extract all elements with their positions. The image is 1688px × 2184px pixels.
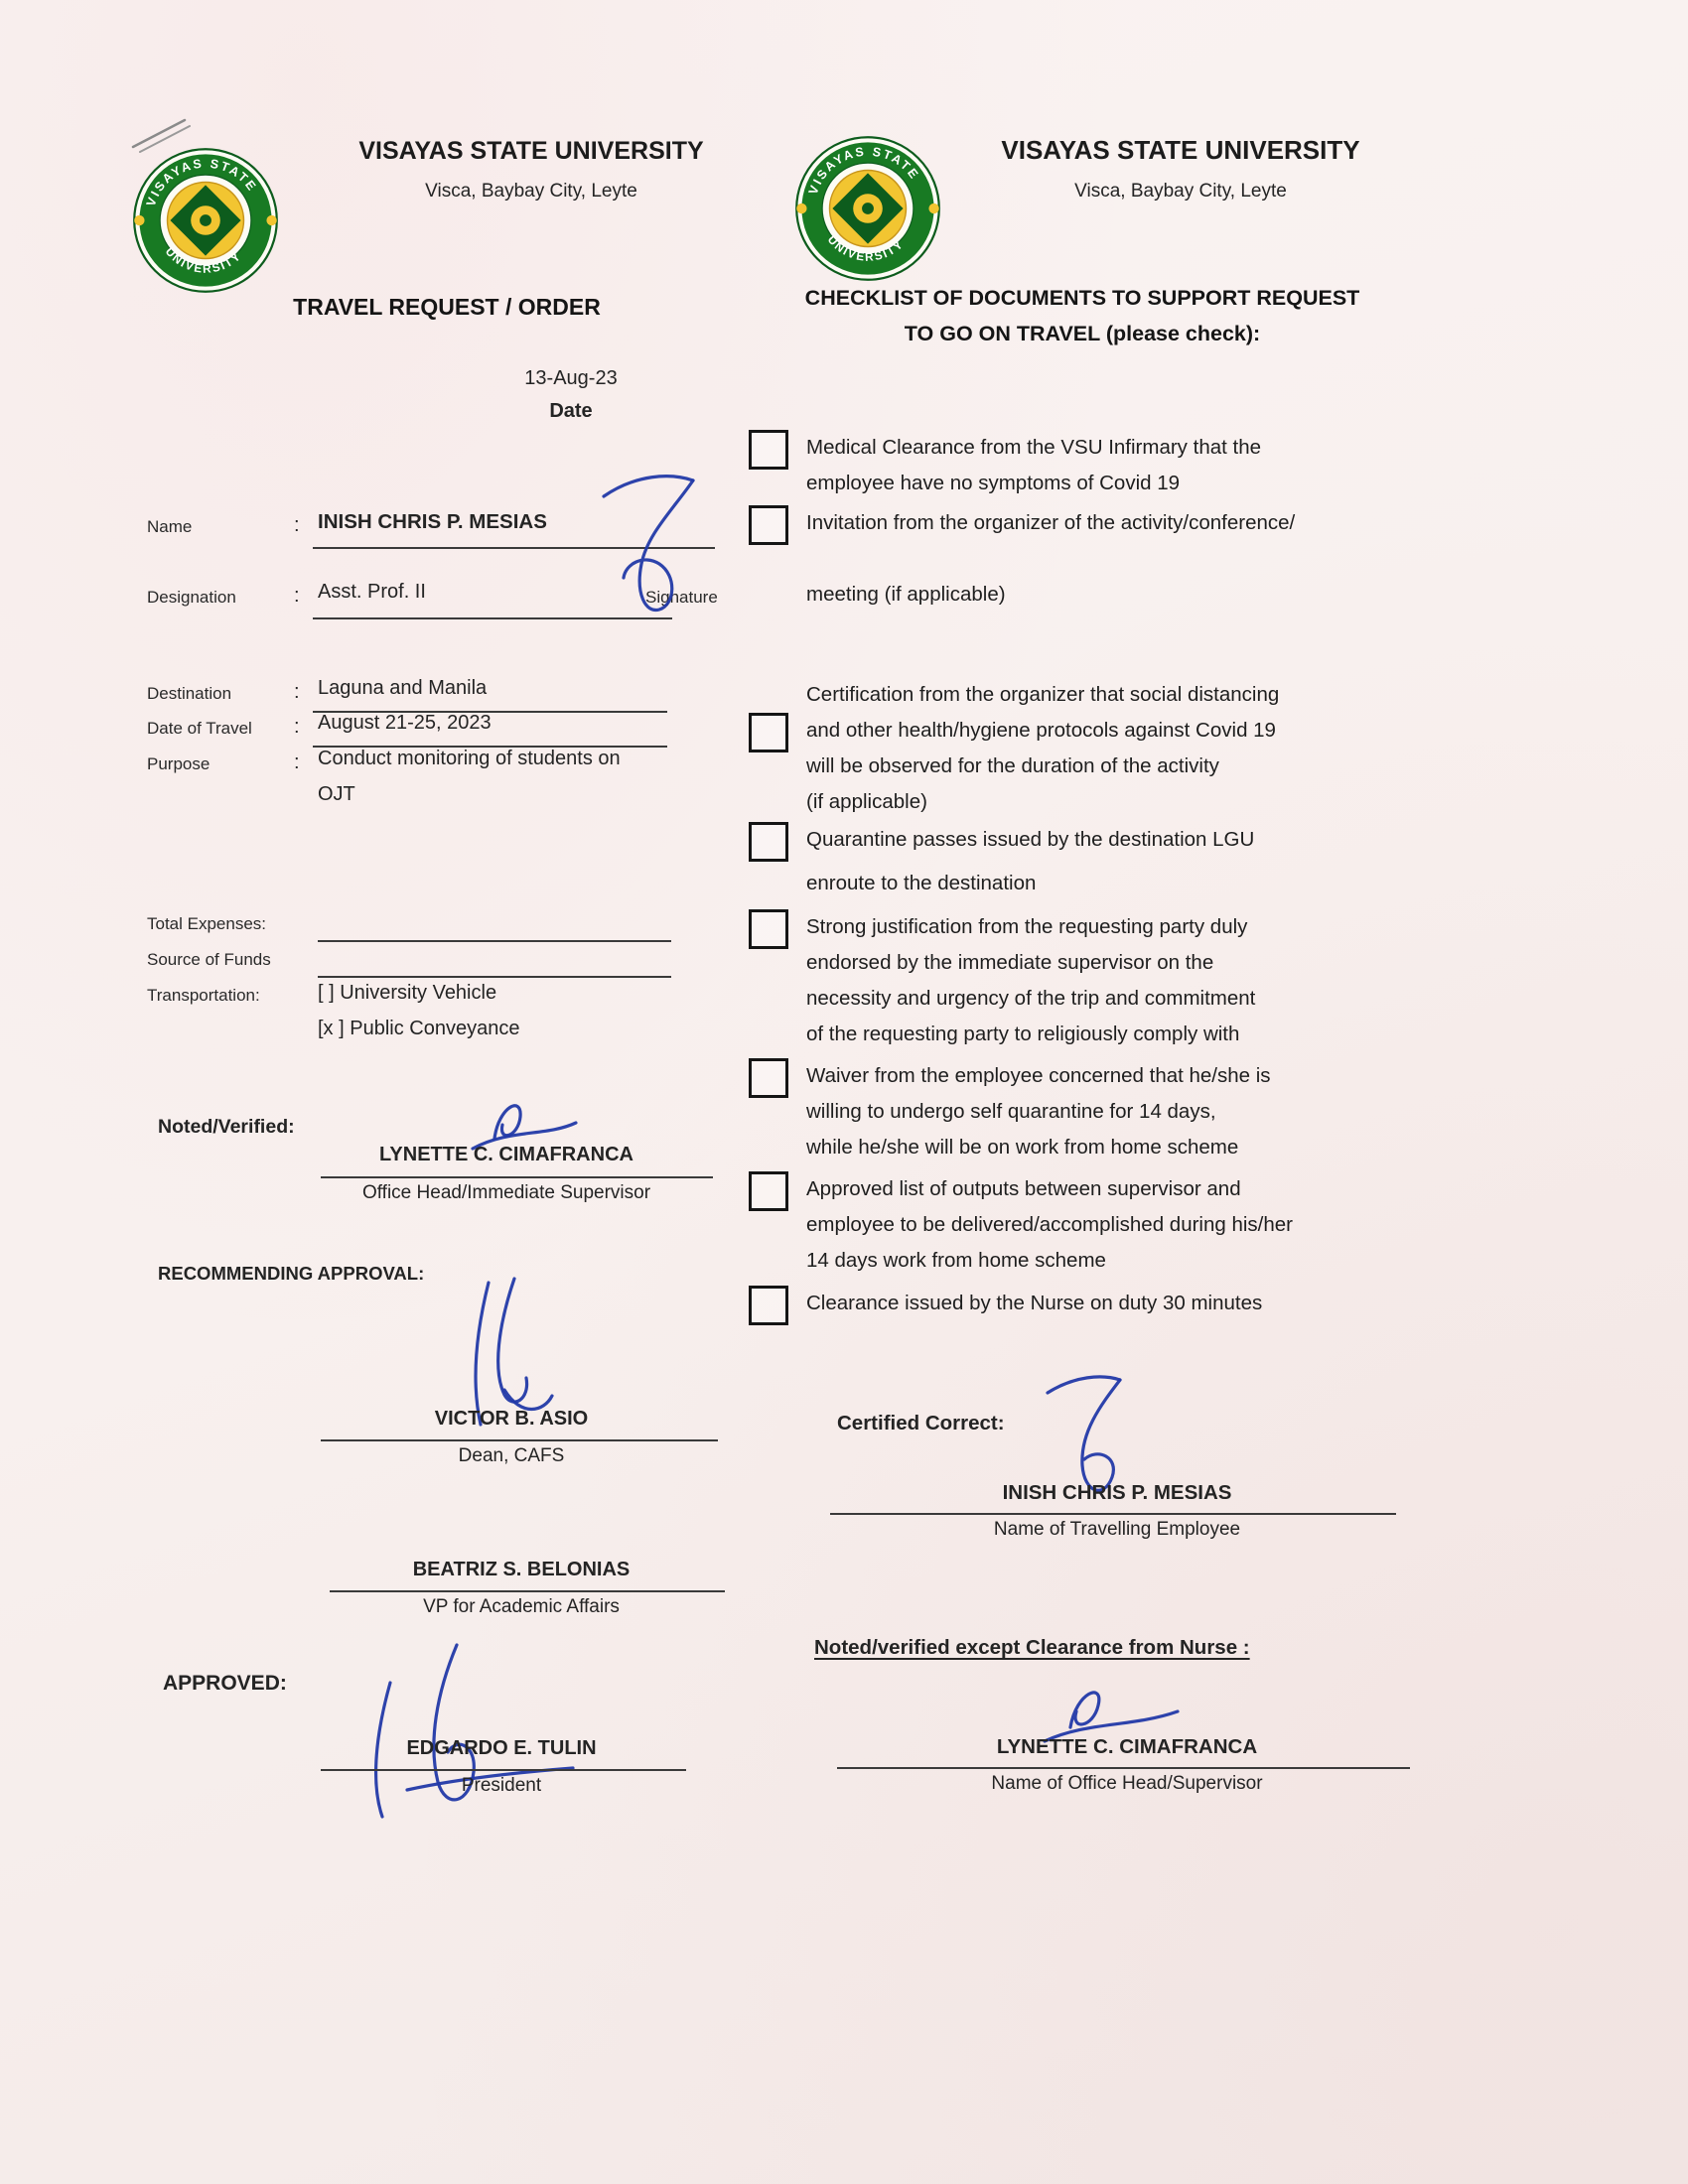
supervisor-name-left: LYNETTE C. CIMAFRANCA bbox=[379, 1144, 633, 1165]
approved-label: APPROVED: bbox=[163, 1672, 287, 1695]
supervisor-caption-right: Name of Office Head/Supervisor bbox=[991, 1773, 1263, 1794]
checklist-item-nurse-clearance bbox=[806, 1286, 1462, 1321]
date-of-travel-label: Date of Travel bbox=[147, 719, 252, 738]
checkbox bbox=[749, 430, 788, 470]
checklist-text: Quarantine passes issued by the destination LGU bbox=[806, 828, 1255, 851]
checklist-item-approved-outputs bbox=[806, 1171, 1462, 1279]
checklist-text: employee to be delivered/accomplished during his/her bbox=[806, 1213, 1294, 1236]
purpose-value-line1: Conduct monitoring of students on bbox=[318, 748, 621, 769]
form-title: TRAVEL REQUEST / ORDER bbox=[293, 294, 601, 320]
signature-employee-left bbox=[586, 465, 725, 623]
recommending-approval-label: RECOMMENDING APPROVAL: bbox=[158, 1263, 425, 1284]
colon: : bbox=[294, 751, 300, 773]
dean-signature-line bbox=[321, 1439, 718, 1441]
checkbox bbox=[749, 909, 788, 949]
signature-president bbox=[362, 1633, 591, 1827]
president-name: EDGARDO E. TULIN bbox=[406, 1737, 597, 1759]
checklist-item-quarantine-passes bbox=[806, 822, 1462, 901]
source-of-funds-blank-line bbox=[318, 976, 671, 978]
supervisor-signature-line-right bbox=[837, 1767, 1410, 1769]
form-date-value: 13-Aug-23 bbox=[524, 367, 618, 389]
form-date-label: Date bbox=[549, 400, 593, 422]
checklist-text: Certification from the organizer that social distancing bbox=[806, 683, 1280, 706]
university-name-right: VISAYAS STATE UNIVERSITY bbox=[1001, 135, 1360, 165]
checklist-item-waiver bbox=[806, 1058, 1462, 1165]
university-name-left: VISAYAS STATE UNIVERSITY bbox=[358, 137, 704, 165]
university-address-left: Visca, Baybay City, Leyte bbox=[425, 181, 637, 202]
checklist-text: meeting (if applicable) bbox=[806, 583, 1006, 606]
president-signature-line bbox=[321, 1769, 686, 1771]
designation-label: Designation bbox=[147, 588, 236, 607]
transportation-label: Transportation: bbox=[147, 986, 260, 1005]
transport-option-university-vehicle: [ ] University Vehicle bbox=[318, 982, 497, 1004]
total-expenses-label: Total Expenses: bbox=[147, 914, 267, 933]
noted-except-nurse-label: Noted/verified except Clearance from Nurse : bbox=[814, 1636, 1250, 1659]
checklist-text: Medical Clearance from the VSU Infirmary that the bbox=[806, 436, 1262, 459]
colon: : bbox=[294, 716, 300, 738]
total-expenses-blank-line bbox=[318, 940, 671, 942]
supervisor-name-right: LYNETTE C. CIMAFRANCA bbox=[996, 1735, 1258, 1758]
destination-label: Destination bbox=[147, 684, 232, 703]
designation-value: Asst. Prof. II bbox=[318, 581, 426, 603]
noted-verified-label: Noted/Verified: bbox=[158, 1116, 295, 1138]
employee-signature-line bbox=[830, 1513, 1396, 1515]
checkbox bbox=[749, 1058, 788, 1098]
vsu-seal-logo-right bbox=[794, 135, 941, 282]
checklist-text: (if applicable) bbox=[806, 790, 927, 813]
checklist-text: endorsed by the immediate supervisor on the bbox=[806, 951, 1214, 974]
checkbox bbox=[749, 822, 788, 862]
transport-option-public-conveyance: [x ] Public Conveyance bbox=[318, 1018, 520, 1039]
colon: : bbox=[294, 514, 300, 536]
checkbox bbox=[749, 1171, 788, 1211]
colon: : bbox=[294, 681, 300, 703]
checklist-text: while he/she will be on work from home scheme bbox=[806, 1136, 1239, 1159]
vsu-seal-logo-left bbox=[132, 147, 279, 294]
checklist-title-line2: TO GO ON TRAVEL (please check): bbox=[904, 322, 1261, 345]
destination-value: Laguna and Manila bbox=[318, 677, 488, 699]
checklist-text: and other health/hygiene protocols against Covid 19 bbox=[806, 719, 1276, 742]
name-value: INISH CHRIS P. MESIAS bbox=[318, 510, 547, 533]
checklist-text: employee have no symptoms of Covid 19 bbox=[806, 472, 1181, 494]
checklist-text: enroute to the destination bbox=[806, 872, 1037, 894]
dean-name: VICTOR B. ASIO bbox=[434, 1408, 589, 1430]
checklist-item-invitation bbox=[806, 505, 1462, 613]
checklist-text: necessity and urgency of the trip and commitment bbox=[806, 987, 1256, 1010]
date-of-travel-value: August 21-25, 2023 bbox=[318, 712, 492, 734]
checklist-title-line1: CHECKLIST OF DOCUMENTS TO SUPPORT REQUEST bbox=[804, 286, 1360, 310]
dean-title: Dean, CAFS bbox=[458, 1445, 565, 1466]
supervisor-title: Office Head/Immediate Supervisor bbox=[361, 1182, 651, 1203]
checklist-text: Invitation from the organizer of the activity/conference/ bbox=[806, 511, 1296, 534]
checkbox bbox=[749, 713, 788, 752]
employee-caption: Name of Travelling Employee bbox=[993, 1519, 1241, 1540]
checklist-text: will be observed for the duration of the activity bbox=[806, 754, 1219, 777]
name-label: Name bbox=[147, 517, 193, 536]
checkbox bbox=[749, 505, 788, 545]
purpose-value-line2: OJT bbox=[318, 783, 355, 805]
certified-correct-label: Certified Correct: bbox=[837, 1412, 1005, 1434]
checklist-item-certification-protocols bbox=[806, 677, 1462, 820]
president-title: President bbox=[461, 1775, 542, 1796]
source-of-funds-label: Source of Funds bbox=[147, 950, 271, 969]
checklist-item-strong-justification bbox=[806, 909, 1462, 1052]
checklist-item-medical-clearance bbox=[806, 430, 1462, 501]
purpose-label: Purpose bbox=[147, 754, 211, 773]
university-address-right: Visca, Baybay City, Leyte bbox=[1074, 181, 1287, 202]
checkbox bbox=[749, 1286, 788, 1325]
employee-name-right: INISH CHRIS P. MESIAS bbox=[1002, 1481, 1232, 1504]
checklist-text: Waiver from the employee concerned that he/she is bbox=[806, 1064, 1271, 1087]
signature-caption: Signature bbox=[645, 588, 718, 607]
checklist-text: 14 days work from home scheme bbox=[806, 1249, 1106, 1272]
checklist-text: Strong justification from the requesting party duly bbox=[806, 915, 1248, 938]
vp-signature-line bbox=[330, 1590, 725, 1592]
vp-title: VP for Academic Affairs bbox=[423, 1596, 620, 1617]
supervisor-signature-line bbox=[321, 1176, 713, 1178]
vp-name: BEATRIZ S. BELONIAS bbox=[412, 1559, 631, 1580]
checklist-text: Approved list of outputs between supervisor and bbox=[806, 1177, 1241, 1200]
checklist-text: of the requesting party to religiously comply with bbox=[806, 1023, 1240, 1045]
checklist-text: Clearance issued by the Nurse on duty 30 minutes bbox=[806, 1292, 1263, 1314]
checklist-text: willing to undergo self quarantine for 14 days, bbox=[806, 1100, 1216, 1123]
colon: : bbox=[294, 585, 300, 607]
